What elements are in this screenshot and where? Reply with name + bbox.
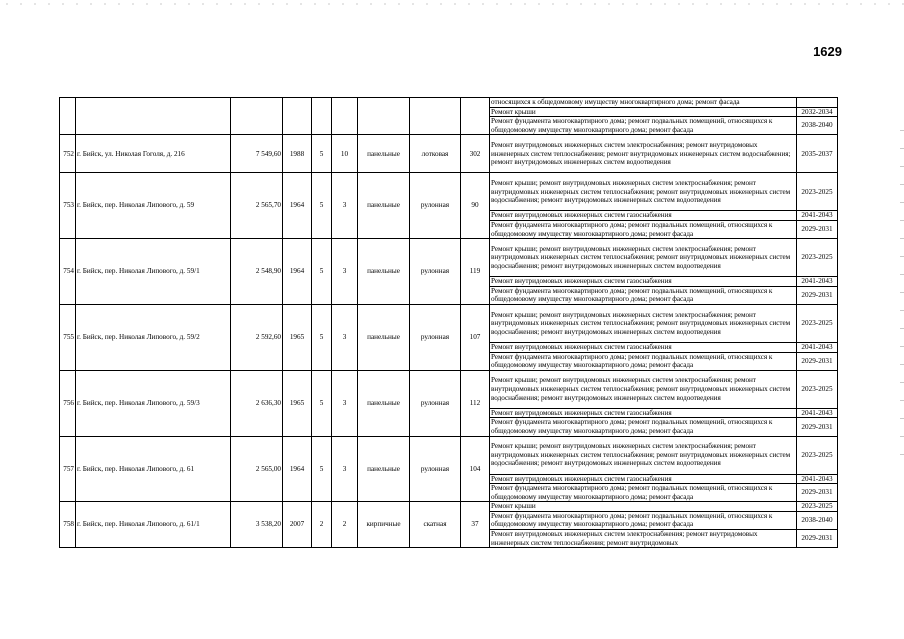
apartments-cell: 90 [461,173,490,239]
row-number: 758 [60,502,76,548]
entrances-cell: 10 [332,135,358,173]
apartments-cell: 119 [461,239,490,305]
table-body [60,98,838,548]
roof-type-cell: рулонная [410,436,461,502]
table-row [60,370,838,408]
work-description-cell: Ремонт внутридомовых инженерных систем газоснабжения [490,342,797,352]
year-cell: 2007 [283,502,312,548]
row-number [60,98,76,135]
work-description-cell: Ремонт внутридомовых инженерных систем газоснабжения [490,277,797,287]
work-description-cell: Ремонт фундамента многоквартирного дома; ремонт подвальных помещений, относящихся к общедомовому имуществу многоквартирного дома; ремонт фасада [490,484,797,502]
work-description-cell: относящихся к общедомовому имуществу многоквартирного дома; ремонт фасада [490,98,797,108]
period-cell: 2035-2037 [797,135,838,173]
row-number: 757 [60,436,76,502]
address-cell: г. Бийск, пер. Николая Липового, д. 59/1 [76,239,231,305]
address-cell: г. Бийск, пер. Николая Липового, д. 59/2 [76,304,231,370]
row-number: 754 [60,239,76,305]
period-cell: 2041-2043 [797,342,838,352]
area-cell: 2 592,60 [231,304,283,370]
entrances-cell: 2 [332,502,358,548]
floors-cell: 5 [312,370,332,436]
apartments-cell: 302 [461,135,490,173]
page-number: 1629 [813,44,842,59]
entrances-cell: 3 [332,436,358,502]
work-description-cell: Ремонт крыши [490,107,797,117]
work-description-cell: Ремонт внутридомовых инженерных систем газоснабжения [490,211,797,221]
work-description-cell: Ремонт фундамента многоквартирного дома; ремонт подвальных помещений, относящихся к общедомовому имуществу многоквартирного дома; ремонт фасада [490,511,797,529]
period-cell: 2023-2025 [797,304,838,342]
scan-edge-noise [0,0,904,8]
table-row [60,173,838,211]
period-cell: 2041-2043 [797,408,838,418]
walls-material-cell: панельные [358,239,410,305]
floors-cell: 5 [312,304,332,370]
entrances-cell: 3 [332,239,358,305]
apartments-cell: 107 [461,304,490,370]
walls-material-cell: панельные [358,436,410,502]
walls-material-cell: панельные [358,370,410,436]
table-row [60,239,838,277]
roof-type-cell [410,98,461,135]
walls-material-cell: кирпичные [358,502,410,548]
period-cell: 2023-2025 [797,436,838,474]
period-cell: 2041-2043 [797,211,838,221]
apartments-cell: 104 [461,436,490,502]
floors-cell: 5 [312,436,332,502]
roof-type-cell: скатная [410,502,461,548]
year-cell: 1965 [283,304,312,370]
area-cell: 2 548,90 [231,239,283,305]
floors-cell [312,98,332,135]
row-number: 752 [60,135,76,173]
work-description-cell: Ремонт внутридомовых инженерных систем газоснабжения [490,474,797,484]
work-description-cell: Ремонт фундамента многоквартирного дома; ремонт подвальных помещений, относящихся к общедомовому имуществу многоквартирного дома; ремонт фасада [490,352,797,370]
area-cell: 2 565,70 [231,173,283,239]
year-cell: 1964 [283,436,312,502]
address-cell [76,98,231,135]
address-cell: г. Бийск, пер. Николая Липового, д. 59/3 [76,370,231,436]
period-cell: 2023-2025 [797,370,838,408]
period-cell: 2023-2025 [797,239,838,277]
area-cell: 2 565,00 [231,436,283,502]
period-cell: 2029-2031 [797,418,838,436]
year-cell: 1965 [283,370,312,436]
work-description-cell: Ремонт фундамента многоквартирного дома; ремонт подвальных помещений, относящихся к общедомовому имуществу многоквартирного дома; ремонт фасада [490,418,797,436]
roof-type-cell: рулонная [410,304,461,370]
work-description-cell: Ремонт внутридомовых инженерных систем электроснабжения; ремонт внутридомовых инженерных систем теплоснабжения; ремонт внутридомовых [490,530,797,548]
table-row [60,304,838,342]
period-cell: 2038-2040 [797,511,838,529]
row-number: 753 [60,173,76,239]
entrances-cell: 3 [332,304,358,370]
address-cell: г. Бийск, пер. Николая Липового, д. 61 [76,436,231,502]
entrances-cell [332,98,358,135]
walls-material-cell: панельные [358,135,410,173]
row-number: 755 [60,304,76,370]
year-cell: 1964 [283,239,312,305]
floors-cell: 5 [312,239,332,305]
period-cell: 2029-2031 [797,484,838,502]
walls-material-cell: панельные [358,173,410,239]
roof-type-cell: рулонная [410,370,461,436]
table-row [60,98,838,108]
period-cell: 2029-2031 [797,220,838,238]
year-cell [283,98,312,135]
row-number: 756 [60,370,76,436]
address-cell: г. Бийск, пер. Николая Липового, д. 59 [76,173,231,239]
entrances-cell: 3 [332,173,358,239]
walls-material-cell [358,98,410,135]
work-description-cell: Ремонт фундамента многоквартирного дома; ремонт подвальных помещений, относящихся к общедомовому имуществу многоквартирного дома; ремонт фасада [490,286,797,304]
period-cell: 2041-2043 [797,277,838,287]
period-cell: 2023-2025 [797,502,838,512]
area-cell [231,98,283,135]
work-description-cell: Ремонт фундамента многоквартирного дома; ремонт подвальных помещений, относящихся к общедомовому имуществу многоквартирного дома; ремонт фасада [490,220,797,238]
period-cell: 2038-2040 [797,117,838,135]
period-cell [797,98,838,108]
table-row [60,436,838,474]
area-cell: 2 636,30 [231,370,283,436]
scan-margin-marks [900,130,904,460]
work-description-cell: Ремонт фундамента многоквартирного дома; ремонт подвальных помещений, относящихся к общедомовому имуществу многоквартирного дома; ремонт фасада [490,117,797,135]
area-cell: 3 538,20 [231,502,283,548]
area-cell: 7 549,60 [231,135,283,173]
roof-type-cell: рулонная [410,173,461,239]
period-cell: 2029-2031 [797,352,838,370]
floors-cell: 5 [312,135,332,173]
address-cell: г. Бийск, пер. Николая Липового, д. 61/1 [76,502,231,548]
period-cell: 2041-2043 [797,474,838,484]
work-description-cell: Ремонт крыши; ремонт внутридомовых инженерных систем электроснабжения; ремонт внутридомовых инженерных систем теплоснабжения; ремонт внутридомовых инженерных систем водоснабжения; ремонт внутридомовых инженерных систем водоотведения [490,436,797,474]
table-row [60,502,838,512]
year-cell: 1964 [283,173,312,239]
work-description-cell: Ремонт крыши; ремонт внутридомовых инженерных систем электроснабжения; ремонт внутридомовых инженерных систем теплоснабжения; ремонт внутридомовых инженерных систем водоснабжения; ремонт внутридомовых инженерных систем водоотведения [490,239,797,277]
roof-type-cell: лотковая [410,135,461,173]
housing-repair-table [59,97,838,548]
work-description-cell: Ремонт внутридомовых инженерных систем газоснабжения [490,408,797,418]
apartments-cell [461,98,490,135]
walls-material-cell: панельные [358,304,410,370]
work-description-cell: Ремонт крыши; ремонт внутридомовых инженерных систем электроснабжения; ремонт внутридомовых инженерных систем теплоснабжения; ремонт внутридомовых инженерных систем водоснабжения; ремонт внутридомовых инженерных систем водоотведения [490,370,797,408]
work-description-cell: Ремонт внутридомовых инженерных систем электроснабжения; ремонт внутридомовых инженерных систем теплоснабжения; ремонт внутридомовых инженерных систем водоснабжения; ремонт внутридомовых инженерных систем водоотведения [490,135,797,173]
floors-cell: 2 [312,502,332,548]
roof-type-cell: рулонная [410,239,461,305]
work-description-cell: Ремонт крыши [490,502,797,512]
year-cell: 1988 [283,135,312,173]
work-description-cell: Ремонт крыши; ремонт внутридомовых инженерных систем электроснабжения; ремонт внутридомовых инженерных систем теплоснабжения; ремонт внутридомовых инженерных систем водоснабжения; ремонт внутридомовых инженерных систем водоотведения [490,173,797,211]
work-description-cell: Ремонт крыши; ремонт внутридомовых инженерных систем электроснабжения; ремонт внутридомовых инженерных систем теплоснабжения; ремонт внутридомовых инженерных систем водоснабжения; ремонт внутридомовых инженерных систем водоотведения [490,304,797,342]
address-cell: г. Бийск, ул. Николая Гоголя, д. 216 [76,135,231,173]
period-cell: 2032-2034 [797,107,838,117]
period-cell: 2029-2031 [797,286,838,304]
apartments-cell: 112 [461,370,490,436]
table-row [60,135,838,173]
apartments-cell: 37 [461,502,490,548]
period-cell: 2029-2031 [797,530,838,548]
floors-cell: 5 [312,173,332,239]
entrances-cell: 3 [332,370,358,436]
period-cell: 2023-2025 [797,173,838,211]
